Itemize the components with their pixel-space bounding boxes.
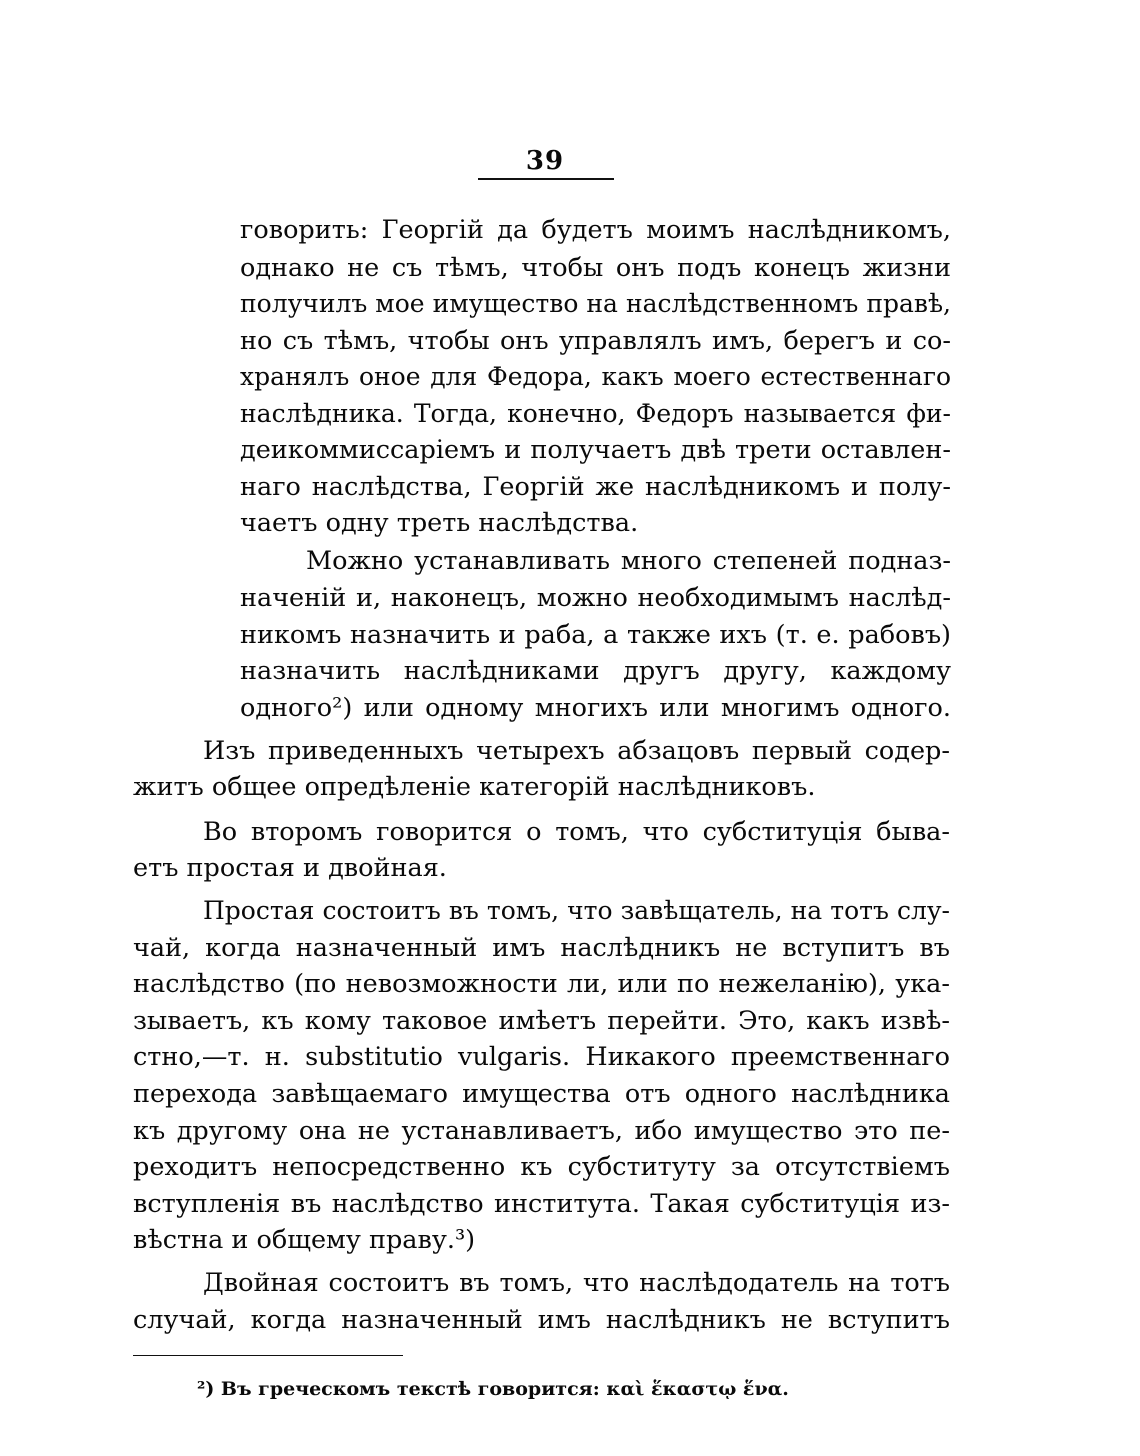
quote-line: Можно устанавливать много степеней подназ-: [306, 546, 951, 576]
body-line: Простая состоитъ въ томъ, что завѣщатель, на тотъ слу-: [203, 896, 950, 925]
header-rule: [478, 178, 614, 180]
quote-line: одного²) или одному многихъ или многимъ одного.: [240, 693, 951, 723]
quote-line: говорить: Георгій да будетъ моимъ наслѣдникомъ,: [240, 215, 951, 245]
body-line: чай, когда назначенный имъ наслѣдникъ не вступитъ въ: [133, 933, 950, 963]
body-line: Изъ приведенныхъ четырехъ абзацовъ первый содер-: [203, 736, 950, 766]
body-line: зываетъ, къ кому таковое имѣетъ перейти. Это, какъ извѣ-: [133, 1006, 950, 1036]
quote-line: наслѣдника. Тогда, конечно, Федоръ называется фи-: [240, 399, 951, 428]
quote-line: наго наслѣдства, Георгій же наслѣдникомъ и полу-: [240, 472, 951, 502]
footnote-rule: [133, 1355, 403, 1356]
body-line: вступленія въ наслѣдство института. Такая субституція из-: [133, 1189, 950, 1219]
body-line: стно,—т. н. substitutio vulgaris. Никакого преемственнаго: [133, 1042, 950, 1072]
body-line: житъ общее опредѣленіе категорій наслѣдниковъ.: [133, 772, 816, 802]
body-line: Двойная состоитъ въ томъ, что наслѣдодатель на тотъ: [203, 1268, 950, 1298]
body-line: Во второмъ говорится о томъ, что субституція быва-: [203, 817, 950, 847]
quote-line: чаетъ одну треть наслѣдства.: [240, 508, 639, 538]
quote-line: получилъ мое имущество на наслѣдственномъ правѣ,: [240, 289, 951, 318]
body-line: наслѣдство (по невозможности ли, или по нежеланію), ука-: [133, 969, 950, 999]
body-line: реходитъ непосредственно къ субституту за отсутствіемъ: [133, 1152, 950, 1182]
body-line: перехода завѣщаемаго имущества отъ одного наслѣдника: [133, 1079, 950, 1109]
body-line: къ другому она не устанавливаетъ, ибо имущество это пе-: [133, 1116, 950, 1146]
quote-line: деикоммиссаріемъ и получаетъ двѣ трети оставлен-: [240, 435, 951, 465]
body-line: етъ простая и двойная.: [133, 853, 447, 883]
quote-line: никомъ назначить и раба, а также ихъ (т. е. рабовъ): [240, 620, 951, 650]
quote-line: назначить наслѣдниками другъ другу, каждому: [240, 656, 951, 686]
quote-line: но съ тѣмъ, чтобы онъ управлялъ имъ, берегъ и со-: [240, 326, 951, 356]
footnote: ²) Въ греческомъ текстѣ говорится: καὶ ἕκαστῳ ἕνα.: [197, 1378, 789, 1400]
quote-line: однако не съ тѣмъ, чтобы онъ подъ конецъ жизни: [240, 253, 951, 283]
page-number: 39: [525, 146, 565, 176]
quote-line: наченій и, наконецъ, можно необходимымъ наслѣд-: [240, 583, 951, 613]
body-line: случай, когда назначенный имъ наслѣдникъ не вступитъ: [133, 1305, 950, 1335]
body-line: вѣстна и общему праву.³): [133, 1225, 476, 1255]
quote-line: хранялъ оное для Федора, какъ моего естественнаго: [240, 362, 951, 391]
